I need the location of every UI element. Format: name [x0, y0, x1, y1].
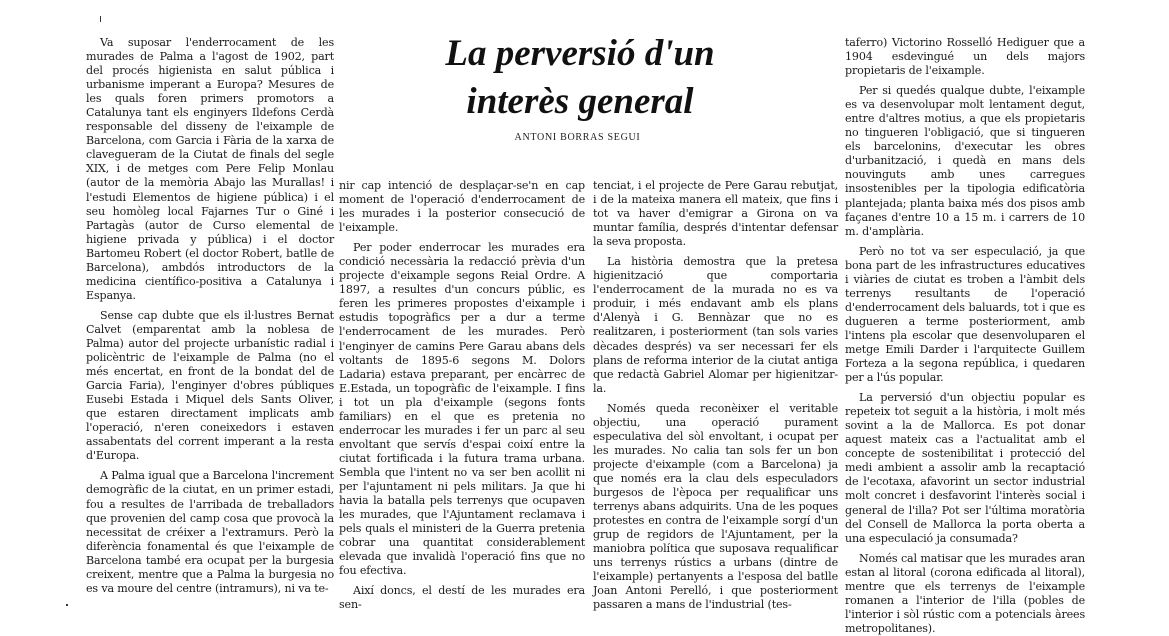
scan-mark [100, 16, 101, 22]
paragraph: taferro) Victorino Rosselló Hediguer que a 1904 esdevingué un dels majors propietaris de l'eixample. [845, 36, 1085, 78]
paragraph: La perversió d'un objectiu popular es repeteix tot seguit a la història, i molt més sovint a la de Mallorca. Es pot donar aquest mateix cas a l'actualitat amb el concepte de sostenibilitat i protecció del medi ambient a assolir amb la recaptació de l'ecotaxa, afavorint un sector industrial molt concret i desfavorint l'interès social i general de l'illa? Pot ser l'última moratòria del Consell de Mallorca la porta oberta a una especulació ja consumada? [845, 391, 1085, 545]
column-3 [593, 179, 838, 612]
paragraph: nir cap intenció de desplaçar-se'n en cap moment de l'operació d'enderrocament de les murades i la posterior consecució de l'eixample. [339, 179, 585, 235]
column-4 [845, 36, 1085, 636]
paragraph: Per si quedés qualque dubte, l'eixample es va desenvolupar molt lentament degut, entre d'altres motius, a que els propietaris no tingueren l'obligació, que si tingueren els barcelonins, d'executar les obres d'urbanització, i quedà en mans dels nouvinguts amb unes carregues insostenibles per la tipologia edificatòria plantejada; planta baixa més dos pisos amb façanes d'entre 10 a 15 m. i carrers de 10 m. d'amplària. [845, 84, 1085, 238]
paragraph: Sense cap dubte que els il·lustres Bernat Calvet (emparentat amb la noblesa de Palma) autor del projecte urbanístic radial i policèntric de l'eixample de Palma (no el més encertat, en front de la bondat del de Garcia Faria), l'enginyer d'obres públiques Eusebi Estada i Miquel dels Sants Oliver, que estaren directament implicats amb l'operació, n'eren coneixedors i estaven assabentats del corrent imperant a la resta d'Europa. [86, 308, 334, 463]
paragraph: Però no tot va ser especulació, ja que bona part de les infrastructures educatives i viàries de ciutat es troben a l'àmbit dels terrenys resultants de l'operació d'enderrocament dels baluards, tot i que es dugueren a terme posteriorment, amb l'intens pla escolar que desenvoluparen el metge Emili Darder i l'arquitecte Guillem Forteza a la segona república, i quedaren per a l'ús popular. [845, 244, 1085, 385]
paragraph: tenciat, i el projecte de Pere Garau rebutjat, i de la mateixa manera ell mateix, que fins i tot va haver d'emigrar a Girona on va muntar família, després d'intentar defensar la seva proposta. [593, 179, 838, 249]
paragraph: La història demostra que la pretesa higienització que comportaria l'enderrocament de la murada no es va produir, i més endavant amb els plans d'Alenyà i G. Bennàzar que no es realitzaren, i posteriorment (tan sols varies dècades després) va ser necessari fer els plans de reforma interior de la ciutat antiga que redactà Gabriel Alomar per higienitzar-la. [593, 255, 838, 395]
headline-line-1: La perversió d'un [445, 33, 715, 74]
paragraph: Només queda reconèixer el veritable objectiu, una operació purament especulativa del sòl envoltant, i ocupat per les murades. No calia tan sols fer un bon projecte d'eixample (com a Barcelona) ja que només era la clau dels especuladors burgesos de l'època per requalificar uns terrenys abans adquirits. Una de les poques protestes en contra de l'eixample sorgí d'un grup de regidors de l'Ajuntament, per la maniobra política que suposava requalificar uns terrenys rústics a urbans (dintre de l'eixample) pertanyents a l'esposa del batlle Joan Antoni Perelló, i que posteriorment passaren a mans de l'industrial (tes- [593, 401, 838, 612]
paragraph: Així doncs, el destí de les murades era sen- [339, 584, 585, 612]
paragraph: A Palma igual que a Barcelona l'increment demogràfic de la ciutat, en un primer estadi, fou a resultes de l'arribada de treballadors que provenien del camp cosa que provocà la necessitat de créixer a l'extramurs. Però la diferència fonamental és que l'eixample de Barcelona també era ocupat per la burgesia creixent, mentre que a Palma la burgesia no es va moure del centre (intramurs), ni va te- [86, 469, 334, 595]
scan-mark [66, 604, 68, 606]
paragraph: Va suposar l'enderrocament de les murades de Palma a l'agost de 1902, part del procés higienista en salut pública i urbanisme imperant a Europa? Mesures de les quals foren primers promotors a Catalunya tant els enginyers Ildefons Cerdà responsable del disseny de l'eixample de Barcelona, com Garcia i Fària de la xarxa de clavegueram de la Ciutat de finals del segle XIX, i de metges com Pere Felip Monlau (autor de la memòria Abajo las Murallas! i l'estudi Elementos de higiene pública) i el seu homòleg local Fajarnes Tur o Giné i Partagàs (autor de Curso elemental de higiene privada y pública) i el doctor Bartomeu Robert (el doctor Robert, batlle de Barcelona), ambdós introductors de la medicina científico-positiva a Catalunya i Espanya. [86, 36, 334, 302]
headline-line-2: interès general [466, 81, 694, 122]
column-1 [86, 36, 334, 596]
author-byline: ANTONI BORRAS SEGUI [514, 132, 641, 143]
paragraph: Només cal matisar que les murades aran estan al litoral (corona edificada al litoral), mentre que els terrenys de l'eixample romanen a l'interior de l'illa (pobles de l'interior i sòl rústic com a potencials àrees metropolitanes). [845, 551, 1085, 635]
paragraph: Per poder enderrocar les murades era condició necessària la redacció prèvia d'un projecte d'eixample segons Reial Ordre. A 1897, a resultes d'un concurs públic, es feren les primeres propostes d'eixample i estudis topogràfics per a dur a terme l'enderrocament de les murades. Però l'enginyer de camins Pere Garau abans dels voltants de 1895-6 segons M. Dolors Ladaria) estava preparant, per encàrrec de E.Estada, un topogràfic de l'eixample. I fins i tot un pla d'eixample (segons fonts familiars) en el que es pretenia no enderrocar les murades i fer un parc al seu envoltant que servís d'espai coixí entre la ciutat fortificada i la futura trama urbana. Sembla que l'intent no va ser ben acollit ni per l'ajuntament ni pels militars. Ja que hi havia la batalla pels terrenys que ocupaven les murades, que l'Ajuntament reclamava i pels quals el ministeri de la Guerra pretenia cobrar una quantitat considerablement elevada que invalidà l'operació fins que no fou efectiva. [339, 241, 585, 578]
column-2 [339, 179, 585, 612]
